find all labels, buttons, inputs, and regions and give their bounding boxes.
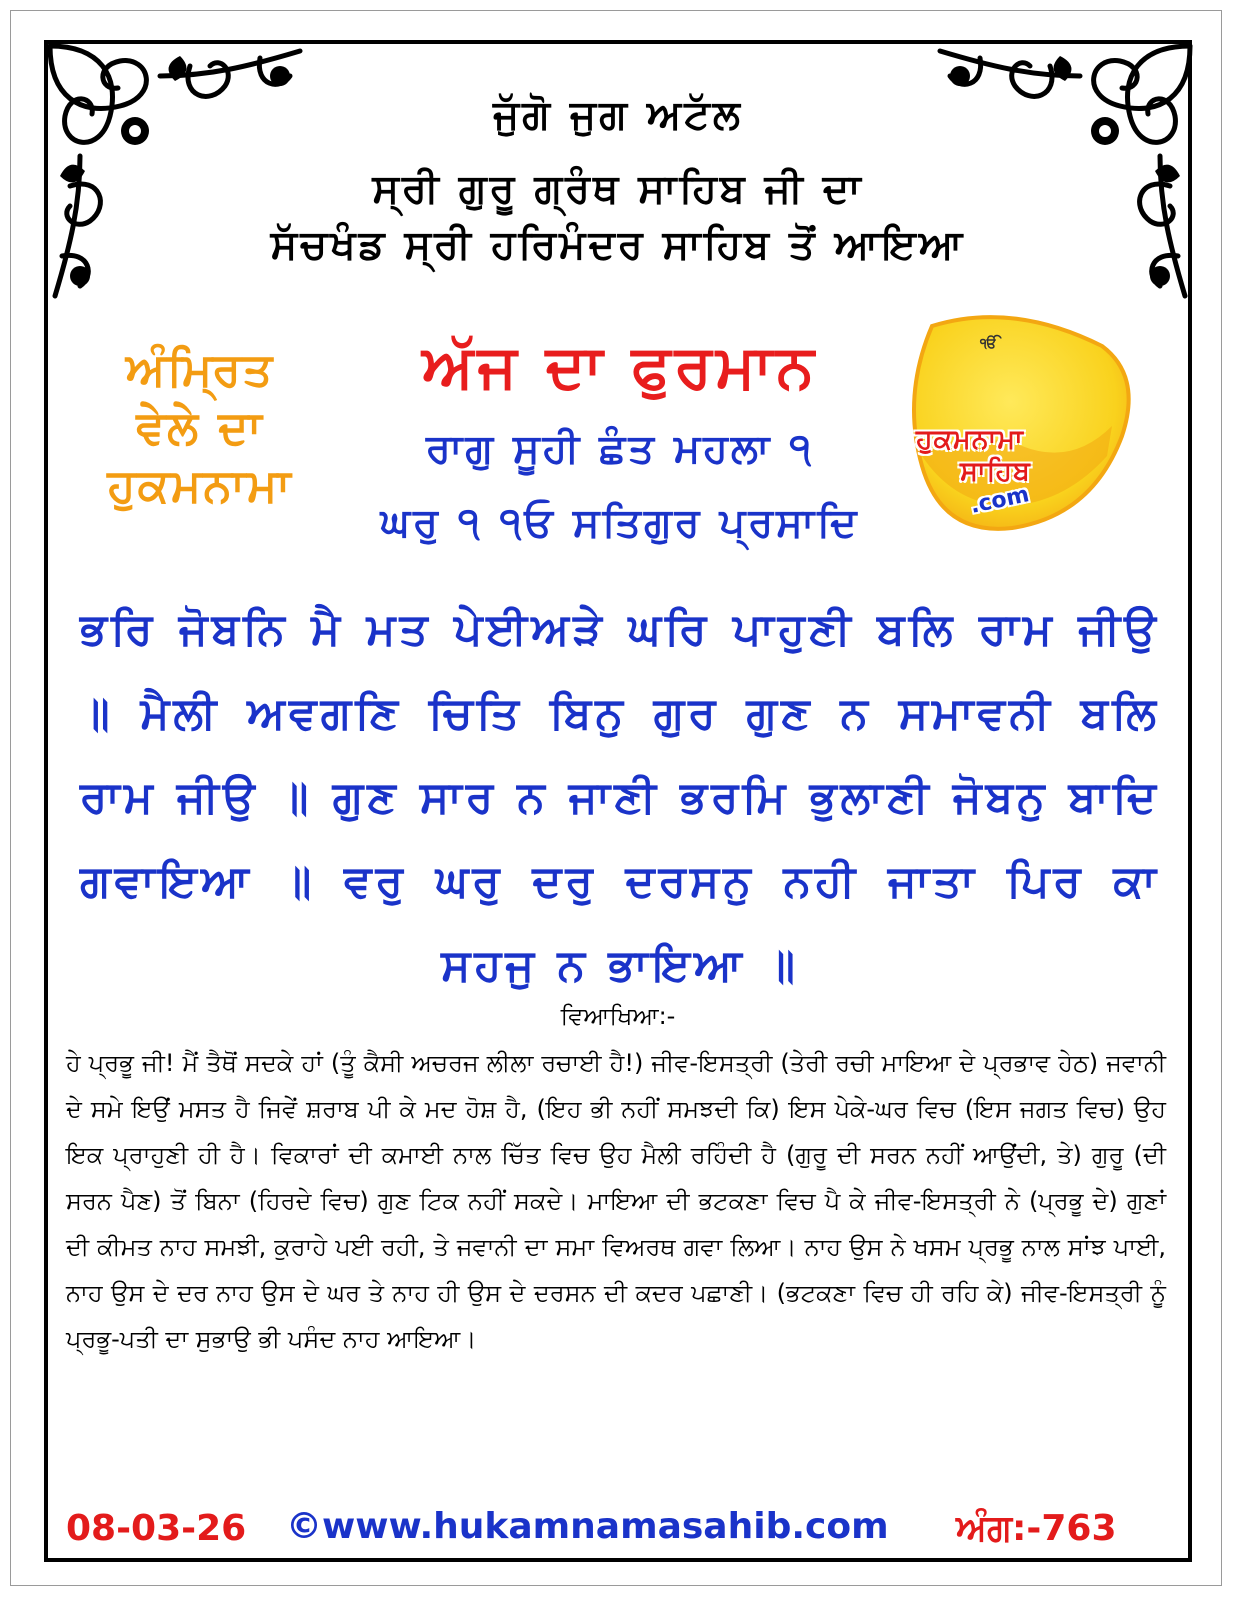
footer-ang-number: ਅੰਗ:-763 [956,1508,1117,1549]
amrit-label-line-3: ਹੁਕਮਨਾਮਾ [107,458,293,512]
hukamnama-sahib-logo [902,306,1134,536]
ghar-heading: ਘਰੁ ੧ ੧ਓ ਸਤਿਗੁਰ ਪ੍ਰਸਾਦਿ [380,500,860,546]
logo-text-com: .com [968,482,1032,519]
header-line-3: ਸੱਚਖੰਡ ਸ੍ਰੀ ਹਰਿਮੰਦਰ ਸਾਹਿਬ ਤੋਂ ਆਇਆ [270,222,966,268]
ajj-da-furmaan-title: ਅੱਜ ਦਾ ਫੁਰਮਾਨ [422,332,818,402]
amrit-label-line-2: ਵੇਲੇ ਦਾ [136,400,264,454]
vyakhya-heading: ਵਿਆਖਿਆ:- [560,1002,676,1030]
raag-heading: ਰਾਗੁ ਸੂਹੀ ਛੰਤ ਮਹਲਾ ੧ [426,426,814,472]
gurbani-text: ਭਰਿ ਜੋਬਨਿ ਮੈ ਮਤ ਪੇਈਅੜੇ ਘਰਿ ਪਾਹੁਣੀ ਬਲਿ ਰਾਮ ਜੀਉ ॥ ਮੈਲੀ ਅਵਗਣਿ ਚਿਤਿ ਬਿਨੁ ਗੁਰ ਗੁਣ ਨ ਸਮਾਵਨੀ ਬਲਿ ਰਾਮ ਜੀਉ ॥ ਗੁਣ ਸਾਰ ਨ ਜਾਣੀ ਭਰਮਿ ਭੁਲਾਣੀ ਜੋਬਨੁ ਬਾਦਿ ਗਵਾਇਆ ॥ ਵਰੁ ਘਰੁ ਦਰੁ ਦਰਸਨੁ ਨਹੀ ਜਾਤਾ ਪਿਰ ਕਾ ਸਹਜੁ ਨ ਭਾਇਆ ॥ [80,604,1160,991]
footer-website-link[interactable]: ©www.hukamnamasahib.com [286,1506,889,1547]
header-line-2: ਸ੍ਰੀ ਗੁਰੂ ਗ੍ਰੰਥ ਸਾਹਿਬ ਜੀ ਦਾ [372,166,864,212]
header-line-1: ਜੁੱਗੋ ਜੁਗ ਅਟੱਲ [493,92,743,138]
vyakhya-text: ਹੇ ਪ੍ਰਭੂ ਜੀ! ਮੈਂ ਤੈਥੋਂ ਸਦਕੇ ਹਾਂ (ਤੂੰ ਕੈਸੀ ਅਚਰਜ ਲੀਲਾ ਰਚਾਈ ਹੈ!) ਜੀਵ-ਇਸਤ੍ਰੀ (ਤੇਰੀ ਰਚੀ ਮਾਇਆ ਦੇ ਪ੍ਰਭਾਵ ਹੇਠ) ਜਵਾਨੀ ਦੇ ਸਮੇ ਇਉਂ ਮਸਤ ਹੈ ਜਿਵੇਂ ਸ਼ਰਾਬ ਪੀ ਕੇ ਮਦ ਹੋਸ਼ ਹੈ, (ਇਹ ਭੀ ਨਹੀਂ ਸਮਝਦੀ ਕਿ) ਇਸ ਪੇਕੇ-ਘਰ ਵਿਚ (ਇਸ ਜਗਤ ਵਿਚ) ਉਹ ਇਕ ਪ੍ਰਾਹੁਣੀ ਹੀ ਹੈ। ਵਿਕਾਰਾਂ ਦੀ ਕਮਾਈ ਨਾਲ ਚਿੱਤ ਵਿਚ ਉਹ ਮੈਲੀ ਰਹਿੰਦੀ ਹੈ (ਗੁਰੂ ਦੀ ਸਰਨ ਨਹੀਂ ਆਉਂਦੀ, ਤੇ) ਗੁਰੂ (ਦੀ ਸਰਨ ਪੈਣ) ਤੋਂ ਬਿਨਾ (ਹਿਰਦੇ ਵਿਚ) ਗੁਣ ਟਿਕ ਨਹੀਂ ਸਕਦੇ। ਮਾਇਆ ਦੀ ਭਟਕਣਾ ਵਿਚ ਪੈ ਕੇ ਜੀਵ-ਇਸਤ੍ਰੀ ਨੇ (ਪ੍ਰਭੂ ਦੇ) ਗੁਣਾਂ ਦੀ ਕੀਮਤ ਨਾਹ ਸਮਝੀ, ਕੁਰਾਹੇ ਪਈ ਰਹੀ, ਤੇ ਜਵਾਨੀ ਦਾ ਸਮਾ ਵਿਅਰਥ ਗਵਾ ਲਿਆ। ਨਾਹ ਉਸ ਨੇ ਖਸਮ ਪ੍ਰਭੂ ਨਾਲ ਸਾਂਝ ਪਾਈ, ਨਾਹ ਉਸ ਦੇ ਦਰ ਨਾਹ ਉਸ ਦੇ ਘਰ ਤੇ ਨਾਹ ਹੀ ਉਸ ਦੇ ਦਰਸਨ ਦੀ ਕਦਰ ਪਛਾਣੀ। (ਭਟਕਣਾ ਵਿਚ ਹੀ ਰਹਿ ਕੇ) ਜੀਵ-ਇਸਤ੍ਰੀ ਨੂੰ ਪ੍ਰਭੂ-ਪਤੀ ਦਾ ਸੁਭਾਉ ਭੀ ਪਸੰਦ ਨਾਹ ਆਇਆ। [66,1049,1166,1353]
amrit-label-line-1: ਅੰਮ੍ਰਿਤ [125,342,275,396]
logo-text-hukamnama: ਹੁਕਮਨਾਮਾ [916,424,1024,455]
logo-text-sahib: ਸਾਹਿਬ [960,456,1031,487]
ek-onkar-symbol: ੴ [980,336,998,352]
footer-date: 08-03-26 [66,1508,247,1549]
